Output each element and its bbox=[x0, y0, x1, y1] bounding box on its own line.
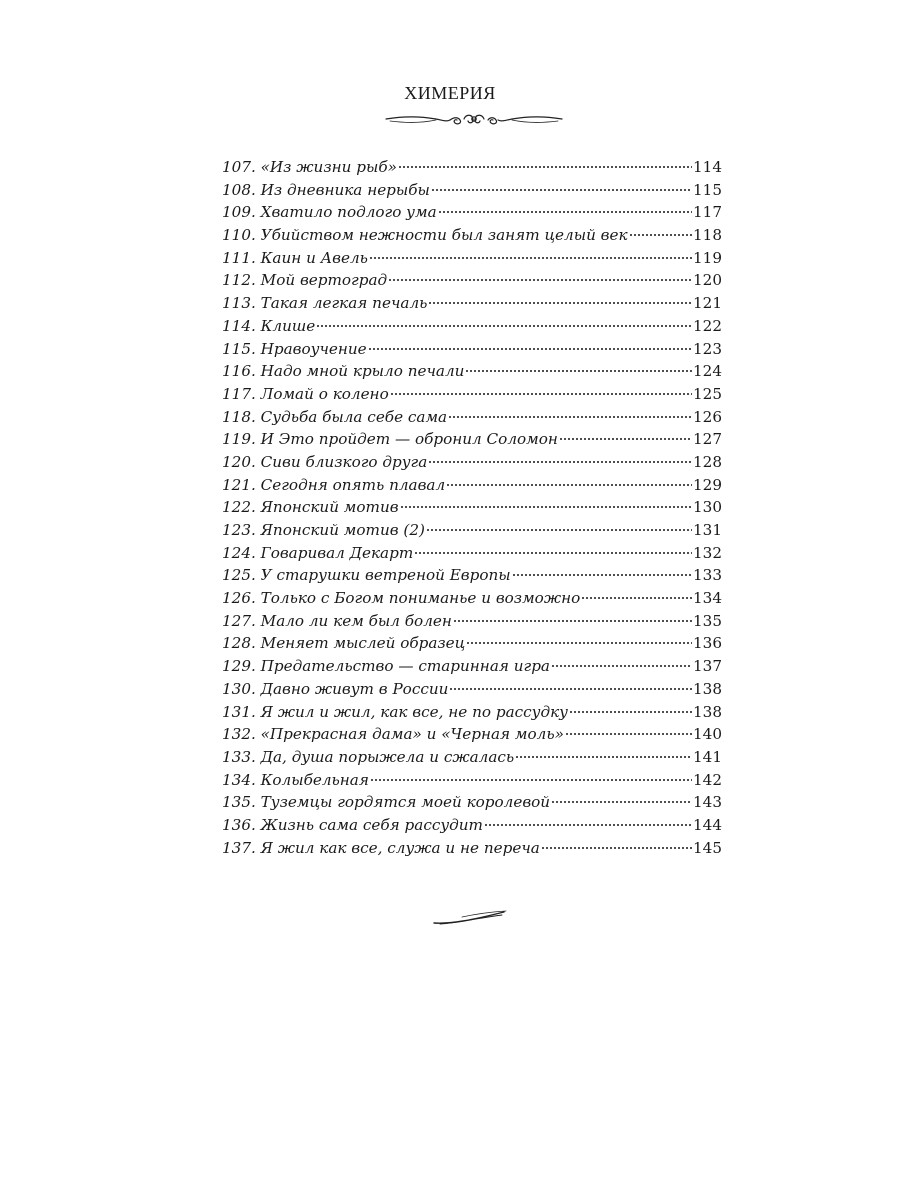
toc-entry-page: 140 bbox=[693, 725, 722, 744]
toc-entry-page: 142 bbox=[693, 770, 722, 789]
toc-entry-title: 116. Надо мной крыло печали bbox=[222, 362, 465, 381]
toc-entry-title: 119. И Это пройдет — обронил Соломон bbox=[222, 430, 558, 449]
toc-dot-leader bbox=[551, 664, 692, 668]
toc-dot-leader bbox=[369, 256, 692, 260]
toc-entry bbox=[222, 292, 722, 315]
toc-entry-page: 141 bbox=[693, 747, 722, 766]
toc-entry bbox=[222, 224, 722, 247]
toc-entry-title: 132. «Прекрасная дама» и «Черная моль» bbox=[222, 725, 564, 744]
toc-entry-title: 124. Говаривал Декарт bbox=[222, 543, 414, 562]
toc-entry-title: 109. Хватило подлого ума bbox=[222, 203, 437, 222]
toc-entry-page: 128 bbox=[693, 452, 722, 471]
toc-entry-title: 121. Сегодня опять плавал bbox=[222, 475, 446, 494]
toc-entry-title: 134. Колыбельная bbox=[222, 770, 369, 789]
toc-entry bbox=[222, 247, 722, 270]
toc-entry-page: 135 bbox=[693, 611, 722, 630]
toc-entry bbox=[222, 610, 722, 633]
toc-entry-title: 128. Меняет мыслей образец bbox=[222, 634, 466, 653]
toc-dot-leader bbox=[629, 233, 692, 237]
toc-entry bbox=[222, 451, 722, 474]
toc-entry-page: 138 bbox=[693, 679, 722, 698]
toc-entry-page: 131 bbox=[693, 521, 722, 539]
toc-entry bbox=[222, 338, 722, 361]
toc-entry-page: 121 bbox=[693, 294, 722, 313]
toc-dot-leader bbox=[428, 301, 692, 305]
toc-entry bbox=[222, 201, 722, 224]
toc-entry bbox=[222, 564, 722, 587]
toc-entry-page: 114 bbox=[693, 158, 722, 176]
toc-entry-page: 117 bbox=[693, 203, 722, 222]
toc-dot-leader bbox=[466, 641, 692, 645]
toc-dot-leader bbox=[515, 755, 692, 759]
toc-dot-leader bbox=[370, 778, 692, 782]
toc-dot-leader bbox=[414, 551, 692, 555]
toc-entry-page: 143 bbox=[693, 793, 722, 812]
toc-entry bbox=[222, 769, 722, 792]
toc-entry bbox=[222, 474, 722, 497]
toc-dot-leader bbox=[400, 505, 692, 509]
toc-dot-leader bbox=[512, 573, 692, 577]
toc-entry bbox=[222, 723, 722, 746]
table-of-contents bbox=[222, 156, 722, 859]
toc-entry-title: 126. Только с Богом пониманье и возможно bbox=[222, 589, 581, 608]
toc-entry bbox=[222, 269, 722, 292]
toc-entry-page: 120 bbox=[693, 271, 722, 290]
toc-entry-title: 131. Я жил и жил, как все, не по рассудку bbox=[222, 702, 568, 721]
toc-entry bbox=[222, 519, 722, 542]
toc-entry-title: 137. Я жил как все, служа и не переча bbox=[222, 838, 540, 857]
toc-entry-page: 115 bbox=[693, 180, 722, 199]
toc-entry bbox=[222, 383, 722, 406]
toc-dot-leader bbox=[448, 415, 692, 419]
toc-entry-title: 123. Японский мотив (2) bbox=[222, 521, 425, 539]
toc-entry-page: 127 bbox=[693, 430, 722, 449]
toc-entry-title: 127. Мало ли кем был болен bbox=[222, 611, 452, 630]
toc-dot-leader bbox=[431, 188, 692, 192]
toc-dot-leader bbox=[551, 800, 692, 804]
toc-dot-leader bbox=[541, 846, 692, 850]
toc-entry bbox=[222, 791, 722, 814]
toc-entry-page: 136 bbox=[693, 634, 722, 653]
toc-entry-title: 114. Клише bbox=[222, 316, 316, 335]
toc-entry bbox=[222, 428, 722, 451]
toc-entry bbox=[222, 678, 722, 701]
toc-dot-leader bbox=[581, 596, 692, 600]
toc-entry-title: 115. Нравоучение bbox=[222, 339, 367, 358]
toc-entry bbox=[222, 587, 722, 610]
toc-entry bbox=[222, 179, 722, 202]
toc-dot-leader bbox=[484, 823, 692, 827]
toc-dot-leader bbox=[453, 619, 692, 623]
toc-entry-title: 136. Жизнь сама себя рассудит bbox=[222, 815, 483, 834]
toc-entry-page: 137 bbox=[693, 657, 722, 676]
toc-dot-leader bbox=[398, 165, 692, 169]
toc-entry-page: 123 bbox=[693, 339, 722, 358]
toc-entry bbox=[222, 156, 722, 179]
toc-entry bbox=[222, 360, 722, 383]
toc-entry-title: 120. Сиви близкого друга bbox=[222, 452, 428, 471]
toc-entry bbox=[222, 632, 722, 655]
toc-entry bbox=[222, 315, 722, 338]
toc-entry-page: 144 bbox=[693, 815, 722, 834]
toc-entry-title: 135. Туземцы гордятся моей королевой bbox=[222, 793, 551, 812]
toc-entry-page: 119 bbox=[693, 248, 722, 267]
toc-entry-title: 108. Из дневника нерыбы bbox=[222, 180, 430, 199]
toc-entry-page: 122 bbox=[693, 316, 722, 335]
toc-entry bbox=[222, 542, 722, 565]
toc-entry-page: 125 bbox=[693, 384, 722, 403]
toc-entry-title: 130. Давно живут в России bbox=[222, 679, 449, 698]
toc-entry-page: 124 bbox=[693, 362, 722, 381]
toc-entry bbox=[222, 496, 722, 519]
toc-dot-leader bbox=[368, 347, 692, 351]
toc-entry-page: 132 bbox=[693, 543, 722, 562]
toc-entry bbox=[222, 701, 722, 724]
toc-dot-leader bbox=[428, 460, 692, 464]
toc-entry bbox=[222, 746, 722, 769]
toc-entry bbox=[222, 655, 722, 678]
toc-entry-title: 129. Предательство — старинная игра bbox=[222, 657, 550, 676]
page-title: ХИМЕРИЯ bbox=[404, 83, 496, 103]
swash-flourish-icon bbox=[432, 908, 508, 928]
toc-entry-title: 110. Убийством нежности был занят целый век bbox=[222, 226, 628, 245]
toc-entry-title: 122. Японский мотив bbox=[222, 498, 399, 517]
toc-dot-leader bbox=[446, 483, 692, 487]
toc-entry bbox=[222, 814, 722, 837]
toc-entry-title: 133. Да, душа порыжела и сжалась bbox=[222, 747, 515, 766]
toc-dot-leader bbox=[569, 710, 692, 714]
toc-entry-title: 112. Мой вертоград bbox=[222, 271, 388, 290]
toc-dot-leader bbox=[388, 278, 692, 282]
toc-entry-title: 118. Судьба была себе сама bbox=[222, 407, 448, 426]
toc-entry bbox=[222, 406, 722, 429]
toc-dot-leader bbox=[449, 687, 692, 691]
toc-dot-leader bbox=[565, 732, 692, 736]
toc-dot-leader bbox=[559, 437, 692, 441]
toc-dot-leader bbox=[426, 528, 692, 532]
toc-entry-title: 107. «Из жизни рыб» bbox=[222, 158, 397, 176]
toc-dot-leader bbox=[316, 324, 692, 328]
toc-entry-title: 113. Такая легкая печаль bbox=[222, 294, 428, 313]
toc-entry-page: 129 bbox=[693, 475, 722, 494]
toc-dot-leader bbox=[438, 210, 692, 214]
toc-entry-page: 145 bbox=[693, 838, 722, 857]
toc-entry bbox=[222, 837, 722, 860]
toc-dot-leader bbox=[390, 392, 692, 396]
scroll-flourish-icon bbox=[384, 108, 564, 130]
toc-entry-title: 125. У старушки ветреной Европы bbox=[222, 566, 511, 585]
toc-entry-page: 130 bbox=[693, 498, 722, 517]
toc-entry-page: 134 bbox=[693, 589, 722, 608]
toc-entry-title: 111. Каин и Авель bbox=[222, 248, 368, 267]
toc-entry-page: 133 bbox=[693, 566, 722, 585]
toc-entry-page: 118 bbox=[693, 226, 722, 245]
toc-dot-leader bbox=[465, 369, 692, 373]
toc-entry-page: 126 bbox=[693, 407, 722, 426]
toc-entry-title: 117. Ломай о колено bbox=[222, 384, 389, 403]
toc-entry-page: 138 bbox=[693, 702, 722, 721]
